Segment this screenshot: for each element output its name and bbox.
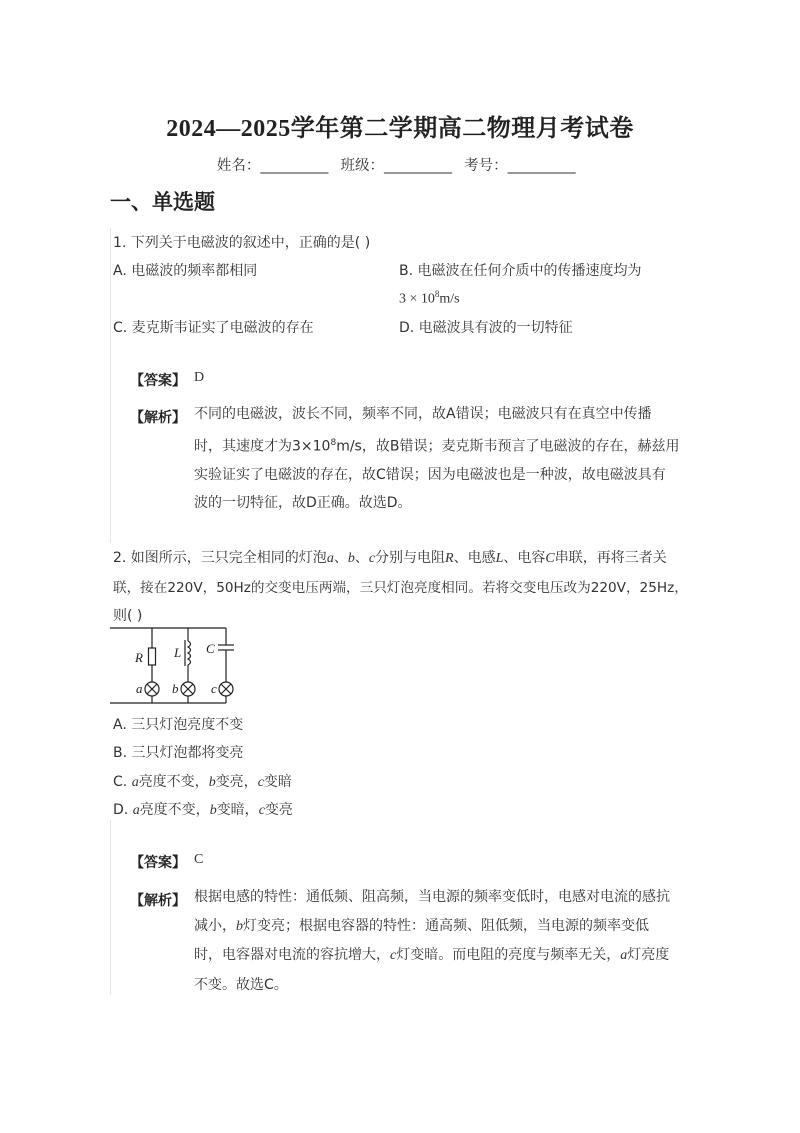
q2-option-b: B. 三只灯泡都将变亮 <box>113 745 244 761</box>
margin-rule <box>110 228 111 543</box>
q2-analysis-line: 时，电容器对电流的容抗增大，c灯变暗。而电阻的亮度与频率无关，a灯亮度 <box>194 947 670 963</box>
q2-analysis <box>194 883 694 999</box>
label-R: R <box>135 650 143 665</box>
q2-analysis-line: 根据电感的特性：通低频、阻高频，当电源的频率变低时，电感对电流的感抗 <box>194 889 670 905</box>
q1-option-b-exp: 8 <box>434 289 440 299</box>
student-info-line <box>0 154 800 175</box>
q2-analysis-label: 【解析】 <box>130 893 186 909</box>
q1-option-b-unit: m/s <box>439 291 460 307</box>
q2-option-c: C. a亮度不变，b变亮，c变暗 <box>113 774 292 790</box>
q2-analysis-line: 不变。故选C。 <box>194 976 288 993</box>
id-label: 考号： <box>464 158 508 174</box>
id-blank: __________ <box>507 158 576 174</box>
section-heading: 一、单选题 <box>110 190 215 214</box>
q2-stem-line3: 则( ) <box>113 608 143 624</box>
name-blank: __________ <box>260 158 328 174</box>
resistor-symbol <box>149 648 156 665</box>
q1-answer-label: 【答案】 <box>130 373 186 389</box>
q2-stem-line2: 联，接在220V，50Hz的交变电压两端，三只灯泡亮度相同。若将交变电压改为220V，25Hz， <box>113 580 688 596</box>
q1-analysis-line: 波的一切特征，故D正确。故选D。 <box>194 495 412 512</box>
q1-option-b-coef: 3 × 10 <box>399 291 435 307</box>
label-C: C <box>206 641 215 656</box>
page-title: 2024—2025学年第二学期高二物理月考试卷 <box>166 116 634 142</box>
name-label: 姓名： <box>216 158 261 174</box>
q1-option-a: A. 电磁波的频率都相同 <box>113 263 258 279</box>
class-label: 班级： <box>340 158 384 174</box>
q2-option-d: D. a亮度不变，b变暗，c变亮 <box>113 802 293 818</box>
q1-option-b: B. 电磁波在任何介质中的传播速度均为 <box>399 263 642 279</box>
q2-analysis-line: 减小，b灯变亮；根据电容器的特性：通高频、阻低频，当电源的频率变低 <box>194 917 649 934</box>
q2-option-a: A. 三只灯泡亮度不变 <box>113 717 244 733</box>
q1-option-c: C. 麦克斯韦证实了电磁波的存在 <box>113 320 314 336</box>
q1-analysis <box>194 400 694 518</box>
q2-answer-value: C <box>194 852 204 867</box>
label-a: a <box>136 681 143 696</box>
q1-analysis-line: 实验证实了电磁波的存在，故C错误；因为电磁波也是一种波，故电磁波具有 <box>194 466 666 483</box>
q1-analysis-line: 时，其速度才为$3\times 10^8m/s$，故B错误；麦克斯韦预言了电磁波的存在，赫兹用 <box>194 437 680 455</box>
class-blank: __________ <box>384 158 452 174</box>
label-c: c <box>211 681 217 696</box>
margin-rule <box>110 820 111 995</box>
q1-analysis-line: 不同的电磁波，波长不同，频率不同，故A错误；电磁波只有在真空中传播 <box>194 406 652 422</box>
q1-option-b-value <box>399 289 460 308</box>
q1-analysis-label: 【解析】 <box>130 410 186 426</box>
inductor-symbol <box>188 641 191 665</box>
q1-stem: 1. 下列关于电磁波的叙述中，正确的是( ) <box>113 235 371 251</box>
circuit-diagram <box>110 624 245 708</box>
q2-stem-line1: 2. 如图所示，三只完全相同的灯泡a、b、c分别与电阻R、电感L、电容C串联，再将三者关 <box>113 550 667 566</box>
label-b: b <box>172 681 179 696</box>
label-L: L <box>174 645 182 660</box>
q1-option-d: D. 电磁波具有波的一切特征 <box>399 320 573 336</box>
q1-answer-value: D <box>194 370 205 385</box>
q2-answer-label: 【答案】 <box>130 855 186 871</box>
